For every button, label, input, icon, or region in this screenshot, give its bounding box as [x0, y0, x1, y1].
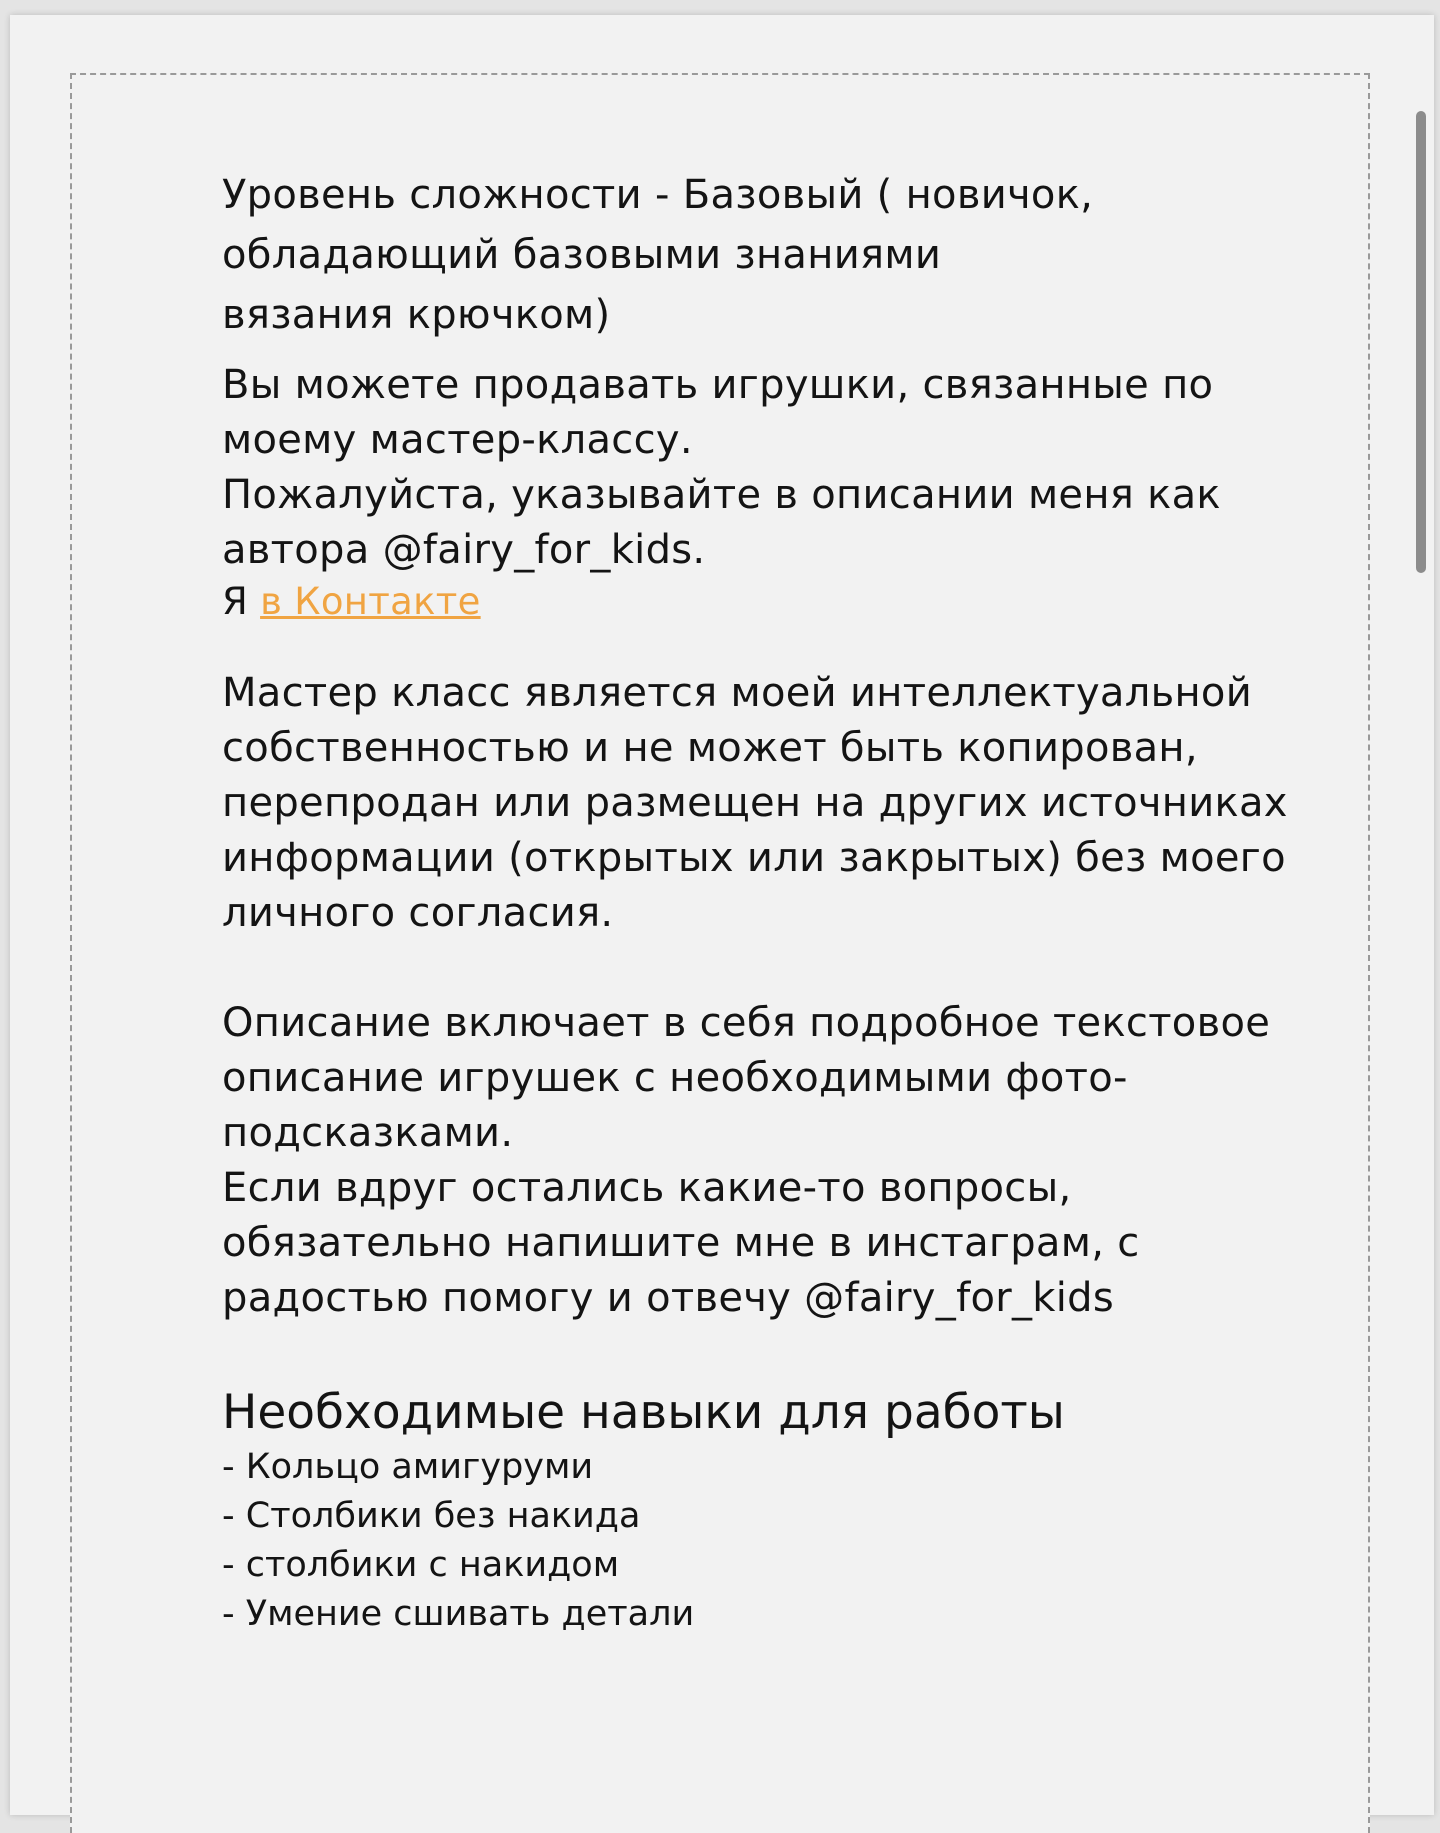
skill-item: - Столбики без накида	[222, 1496, 641, 1536]
copyright-paragraph	[222, 666, 1342, 941]
copyright-line: информации (открытых или закрытых) без моего	[222, 835, 1286, 881]
skill-item: - Кольцо амигуруми	[222, 1447, 594, 1487]
selling-line: Пожалуйста, указывайте в описании меня как	[222, 472, 1221, 518]
skills-list	[222, 1443, 1342, 1639]
description-line: обязательно напишите мне в инстаграм, с	[222, 1220, 1140, 1266]
description-paragraph	[222, 996, 1342, 1326]
selling-line: автора @fairy_for_kids.	[222, 527, 706, 573]
copyright-line: собственностью и не может быть копирован,	[222, 725, 1198, 771]
difficulty-line: вязания крючком)	[222, 292, 611, 338]
selling-line: Вы можете продавать игрушки, связанные по	[222, 362, 1214, 408]
description-line: Описание включает в себя подробное текстовое	[222, 1000, 1271, 1046]
description-line: подсказками.	[222, 1110, 514, 1156]
difficulty-paragraph	[222, 165, 1342, 345]
copyright-line: личного согласия.	[222, 890, 614, 936]
selling-paragraph	[222, 358, 1342, 626]
vk-line	[222, 578, 1342, 626]
selling-line: моему мастер-классу.	[222, 417, 693, 463]
description-line: Если вдруг остались какие-то вопросы,	[222, 1165, 1072, 1211]
skill-item: - столбики с накидом	[222, 1545, 620, 1585]
difficulty-line: обладающий базовыми знаниями	[222, 232, 942, 278]
copyright-line: перепродан или размещен на других источниках	[222, 780, 1288, 826]
vk-prefix: Я	[222, 580, 249, 623]
vk-link[interactable]: в Контакте	[260, 580, 481, 623]
document-content	[222, 165, 1342, 1639]
skills-title: Необходимые навыки для работы	[222, 1385, 1065, 1440]
screen	[10, 15, 1434, 1815]
description-line: описание игрушек с необходимыми фото-	[222, 1055, 1128, 1101]
skill-item: - Умение сшивать детали	[222, 1594, 695, 1634]
scrollbar-thumb[interactable]	[1416, 111, 1426, 573]
description-line: радостью помогу и отвечу @fairy_for_kids	[222, 1275, 1114, 1321]
copyright-line: Мастер класс является моей интеллектуальной	[222, 670, 1252, 716]
difficulty-line: Уровень сложности - Базовый ( новичок,	[222, 172, 1094, 218]
